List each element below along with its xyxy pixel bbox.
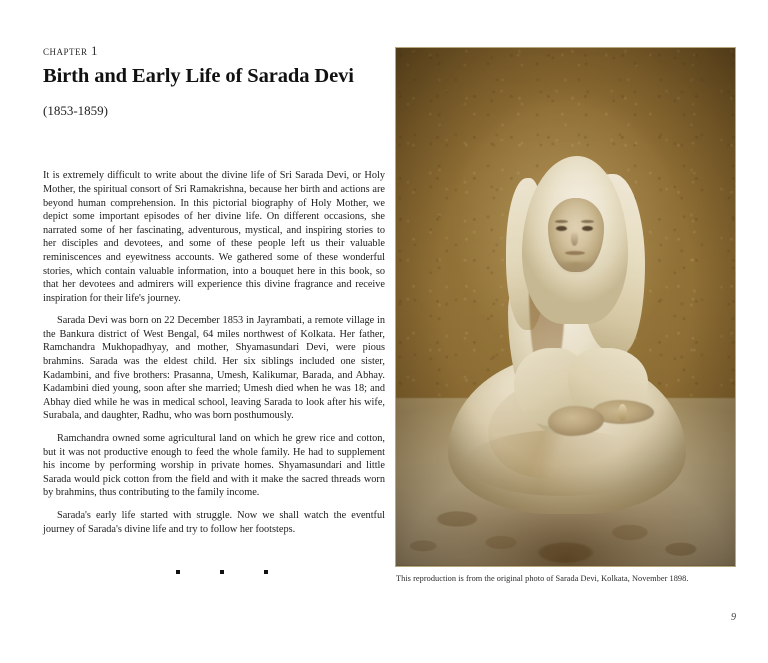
paragraph: Sarada's early life started with struggle. Now we shall watch the eventful journey of Sarada's divine life and try to follow her footsteps. [43, 510, 385, 535]
ornament-dot [176, 570, 180, 574]
chapter-date-range: (1853-1859) [43, 103, 108, 119]
text-column [43, 44, 385, 580]
ornament-dot [220, 570, 224, 574]
paragraph: Sarada Devi was born on 22 December 1853 in Jayrambati, a remote village in the Bankura district of West Bengal, 64 miles northwest of Kolkata. Her father, Ramchandra Mukhopadhyay, and mother, Shyamasundari Devi, were pious brahmins. Sarada was the eldest child. Her six siblings included one sister, Kadambini, and five brothers: Prasanna, Umesh, Kalikumar, Barada, and Abhay. Kadambini died young, soon after she married; Umesh died when he was 18; and Abhay died while he was in medical school, leaving Sarada to look after his wife, Surabala, and daughter, Radhu, who was born posthumously. [43, 315, 385, 422]
paragraph: It is extremely difficult to write about the divine life of Sri Sarada Devi, or Holy Mother, the spiritual consort of Sri Ramakrishna, because her birth and actions are beyond human comprehension. In this pictorial biography of Holy Mother, we depict some important episodes of her divine life. On different occasions, she narrated some of her fascinating, adventurous, mystical, and inspiring stories to her disciples and devotees, and some of these people left us their valuable reminiscences and eyewitness accounts. We gathered some of these wonderful stories, which contain valuable information, into a bouquet here in this book, so that her devotees and admirers will experience this divine fragrance and receive inspiration for their life's journey. [43, 170, 385, 304]
paragraph: Ramchandra owned some agricultural land on which he grew rice and cotton, but it was not productive enough to feed the whole family. He had to supplement his income by performing worship in private homes. Shyamasundari and little Sarada would pick cotton from the field and with it make the sacred threads worn by brahmins, thus contributing to the family income. [43, 433, 385, 499]
figure-caption: This reproduction is from the original photo of Sarada Devi, Kolkata, November 1898. [396, 574, 689, 583]
page-number: 9 [731, 612, 736, 623]
sepia-tone-overlay [396, 48, 735, 566]
figure-column [396, 48, 735, 584]
page-title: Birth and Early Life of Sarada Devi [43, 65, 354, 87]
body-text [43, 169, 385, 536]
chapter-label: chapter 1 [43, 44, 98, 58]
section-break-ornament [43, 562, 385, 580]
ornament-dot [264, 570, 268, 574]
sarada-devi-photograph [396, 48, 735, 566]
